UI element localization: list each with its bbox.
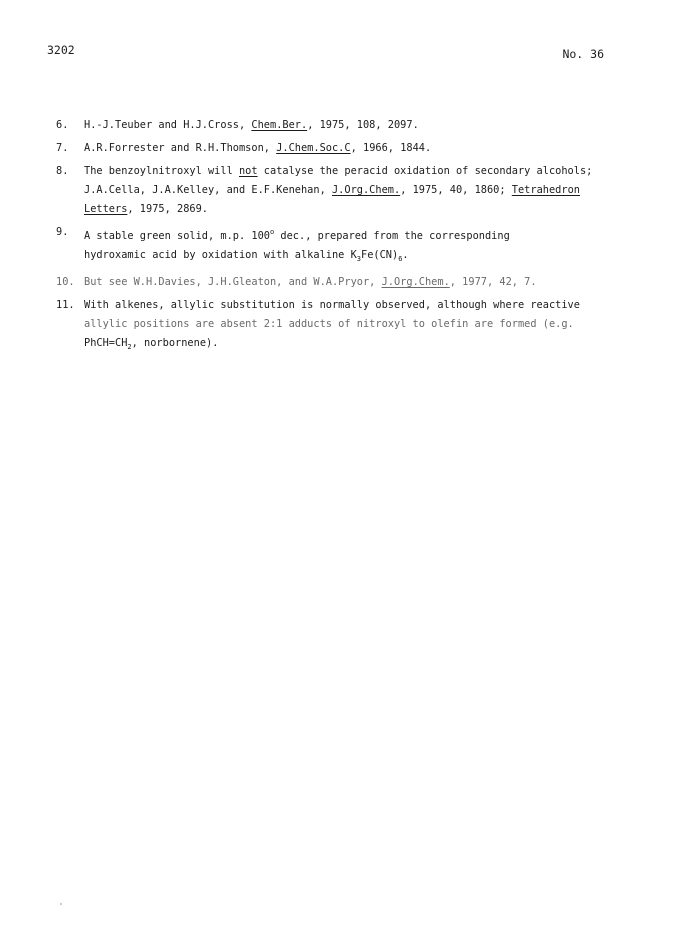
- formula-subscript: 6: [398, 255, 403, 263]
- reference-number: 7.: [56, 142, 69, 154]
- reference-text: [84, 139, 626, 158]
- reference-text: .: [402, 249, 409, 261]
- reference-citation: , 1975, 108, 2097.: [307, 119, 419, 131]
- reference-number: 8.: [56, 165, 69, 177]
- reference-line: With alkenes, allylic substitution is normally observed, although where reactive: [84, 299, 580, 311]
- reference-line: [84, 223, 626, 246]
- reference-item: [56, 273, 626, 292]
- reference-citation: , 1966, 1844.: [350, 142, 432, 154]
- formula-subscript: 3: [356, 255, 361, 263]
- reference-text: catalyse the peracid oxidation of secondary alcohols;: [257, 165, 593, 177]
- reference-citation: , 1975, 2869.: [127, 203, 208, 215]
- reference-text: , norbornene).: [131, 337, 219, 349]
- reference-item: [56, 162, 626, 219]
- reference-number: 9.: [56, 226, 69, 238]
- reference-text: Fe(CN): [361, 249, 399, 261]
- reference-authors: A.R.Forrester and R.H.Thomson,: [84, 142, 277, 154]
- reference-authors: But see W.H.Davies, J.H.Gleaton, and W.A.Pryor,: [84, 276, 382, 288]
- reference-text: The benzoylnitroxyl will: [84, 165, 239, 177]
- journal-title: Chem.Ber.: [251, 119, 308, 131]
- reference-line: [84, 200, 626, 219]
- reference-line: [84, 181, 626, 200]
- formula-text: PhCH=CH: [84, 337, 128, 349]
- reference-text: [84, 273, 626, 292]
- formula-subscript: 2: [127, 343, 132, 351]
- journal-title: Tetrahedron: [511, 184, 580, 196]
- reference-item: [56, 223, 626, 269]
- emphasis-text: not: [238, 165, 258, 177]
- journal-title: Letters: [84, 203, 128, 215]
- reference-item: [56, 139, 626, 158]
- reference-number: 10.: [56, 276, 75, 288]
- journal-title: J.Org.Chem.: [331, 184, 401, 196]
- reference-text: hydroxamic acid by oxidation with alkaline K: [84, 249, 357, 261]
- degree-superscript: o: [269, 228, 275, 236]
- reference-authors: J.A.Cella, J.A.Kelley, and E.F.Kenehan,: [84, 184, 332, 196]
- reference-text: A stable green solid, m.p. 100: [84, 230, 270, 242]
- reference-number: 6.: [56, 119, 69, 131]
- reference-line: [84, 334, 626, 357]
- reference-line: [84, 162, 626, 181]
- reference-text: [84, 116, 626, 135]
- reference-line: [84, 246, 626, 269]
- reference-citation: , 1977, 42, 7.: [449, 276, 537, 288]
- reference-item: [56, 296, 626, 357]
- issue-number: No. 36: [562, 47, 604, 61]
- reference-line: allylic positions are absent 2:1 adducts of nitroxyl to olefin are formed (e.g.: [84, 318, 574, 330]
- page-number: 3202: [47, 43, 75, 57]
- reference-list: [56, 116, 626, 361]
- journal-title: J.Chem.Soc.C: [276, 142, 351, 154]
- reference-text: dec., prepared from the corresponding: [274, 230, 510, 242]
- reference-item: [56, 116, 626, 135]
- scan-speck: [60, 903, 62, 905]
- journal-title: J.Org.Chem.: [381, 276, 450, 288]
- reference-authors: H.-J.Teuber and H.J.Cross,: [84, 119, 252, 131]
- reference-citation: , 1975, 40, 1860;: [400, 184, 512, 196]
- reference-number: 11.: [56, 299, 75, 311]
